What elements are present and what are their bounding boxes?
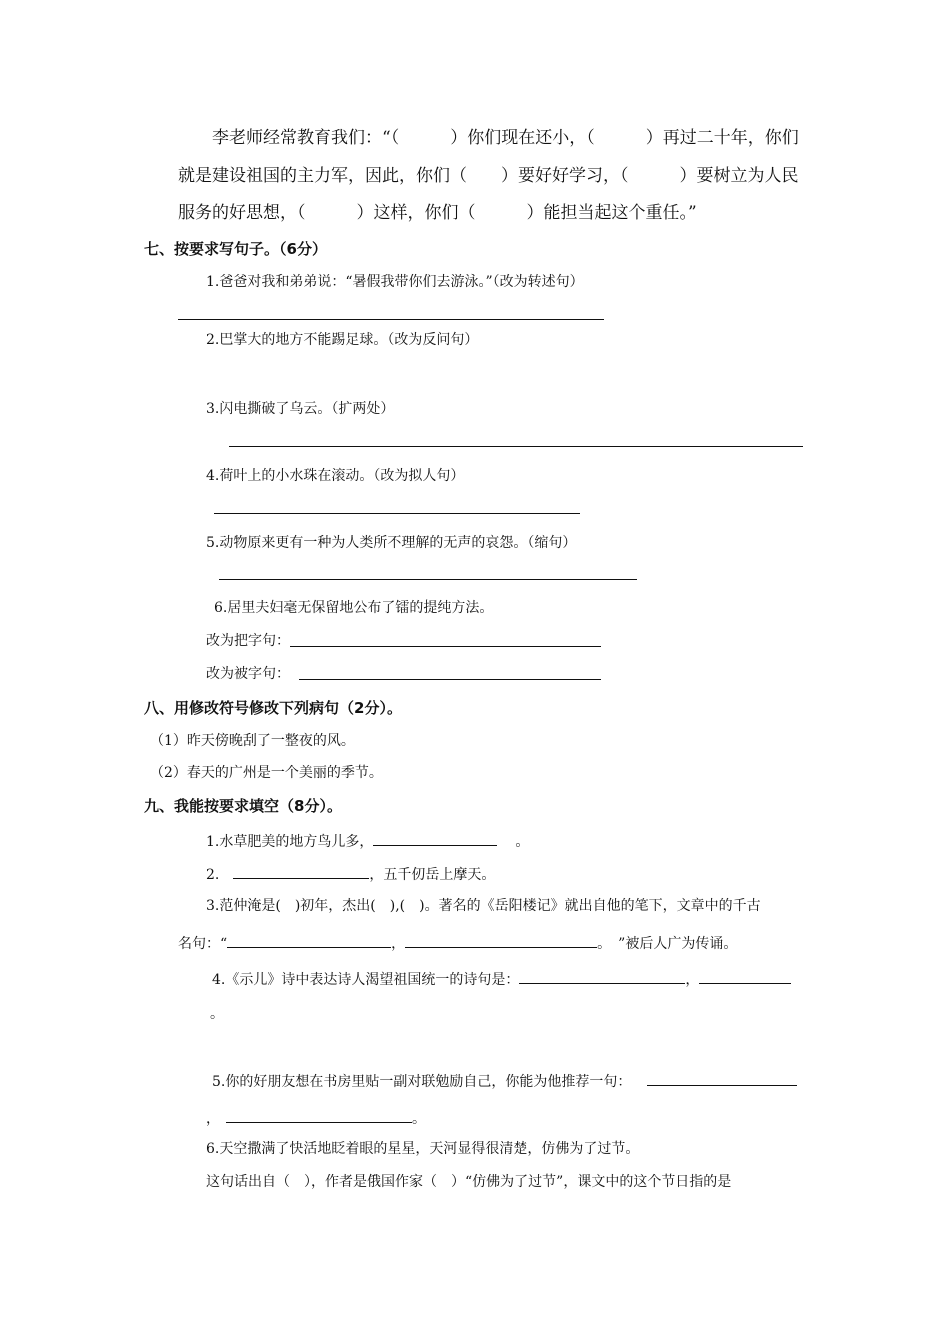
s7-q1-answer-line[interactable] — [178, 319, 604, 320]
s7-q5-answer-line[interactable] — [219, 579, 637, 580]
s7-question-1: 1.爸爸对我和弟弟说：“暑假我带你们去游泳。”（改为转述句） — [206, 274, 584, 290]
s7-q4-answer-line[interactable] — [214, 513, 580, 514]
section-9-heading: 九、我能按要求填空（8分）。 — [144, 797, 342, 815]
s9-q5-blank-1[interactable] — [647, 1070, 797, 1086]
s8-sentence-2: （2）春天的广州是一个美丽的季节。 — [150, 765, 383, 781]
s7-question-2: 2.巴掌大的地方不能踢足球。（改为反问句） — [206, 332, 479, 348]
s9-q3-blank-2[interactable] — [405, 932, 597, 948]
s7-question-6: 6.居里夫妇毫无保留地公布了镭的提纯方法。 — [214, 600, 494, 616]
s9-q3-tail: 。 ”被后人广为传诵。 — [597, 936, 738, 952]
s7-q6-ba-answer-line[interactable] — [290, 646, 601, 647]
s7-q6-bei-answer-line[interactable] — [299, 679, 601, 680]
s9-q4-blank-2[interactable] — [699, 968, 791, 984]
s9-q4-period: 。 — [210, 1006, 224, 1022]
section-7-heading: 七、按要求写句子。（6分） — [144, 240, 327, 258]
s9-q2-number: 2. — [206, 867, 220, 883]
passage-line-1: 李老师经常教育我们：“（ ）你们现在还小，（ ）再过二十年，你们 — [212, 128, 799, 148]
s9-q4-comma: ， — [685, 972, 700, 988]
s9-q5-comma: ， — [206, 1111, 220, 1127]
s9-question-3-line-2 — [178, 932, 737, 954]
s7-question-4: 4.荷叶上的小水珠在滚动。（改为拟人句） — [206, 468, 465, 484]
s9-q4-blank-1[interactable] — [519, 968, 685, 984]
passage-line-3: 服务的好思想，（ ）这样，你们（ ）能担当起这个重任。” — [178, 203, 697, 223]
s7-question-3: 3.闪电撕破了乌云。（扩两处） — [206, 401, 395, 417]
s9-question-2 — [206, 863, 495, 885]
s9-q3-lead: 名句：“ — [178, 936, 228, 952]
s7-q3-answer-line[interactable] — [229, 446, 803, 447]
s7-q6-ba-label: 改为把字句： — [206, 633, 290, 649]
s9-question-4 — [212, 968, 791, 990]
s9-q4-text: 4.《示儿》诗中表达诗人渴望祖国统一的诗句是： — [212, 972, 520, 988]
s9-question-3: 3.范仲淹是( )初年，杰出( ),( )。著名的《岳阳楼记》就出自他的笔下，文章中的千古 — [206, 898, 761, 914]
s9-question-1 — [206, 830, 529, 852]
s9-question-5-line-2 — [206, 1107, 426, 1129]
s9-q5-blank-2[interactable] — [226, 1107, 412, 1123]
s9-question-6: 6.天空撒满了快活地眨着眼的星星，天河显得很清楚，仿佛为了过节。 — [206, 1141, 640, 1157]
s9-q1-period: 。 — [515, 834, 530, 850]
s9-q5-text: 5.你的好朋友想在书房里贴一副对联勉励自己，你能为他推荐一句： — [212, 1074, 632, 1090]
s9-question-6-line-2: 这句话出自（ ），作者是俄国作家（ ）“仿佛为了过节”，课文中的这个节日指的是 — [206, 1174, 732, 1190]
s9-q1-blank[interactable] — [373, 830, 497, 846]
s9-q1-text: 1.水草肥美的地方鸟儿多， — [206, 834, 374, 850]
section-8-heading: 八、用修改符号修改下列病句（2分）。 — [144, 699, 402, 717]
s9-q2-blank[interactable] — [233, 863, 369, 879]
s9-q5-period: 。 — [412, 1111, 426, 1127]
s9-q3-comma: ， — [391, 936, 406, 952]
s7-q6-bei-label: 改为被字句： — [206, 666, 290, 682]
s9-question-5 — [212, 1070, 797, 1092]
s9-q3-blank-1[interactable] — [227, 932, 391, 948]
s9-q2-text: ，五千仞岳上摩天。 — [369, 867, 496, 883]
s8-sentence-1: （1）昨天傍晚刮了一整夜的风。 — [150, 733, 355, 749]
s7-question-5: 5.动物原来更有一种为人类所不理解的无声的哀怨。（缩句） — [206, 535, 577, 551]
passage-line-2: 就是建设祖国的主力军，因此，你们（ ）要好好学习，（ ）要树立为人民 — [178, 166, 799, 186]
